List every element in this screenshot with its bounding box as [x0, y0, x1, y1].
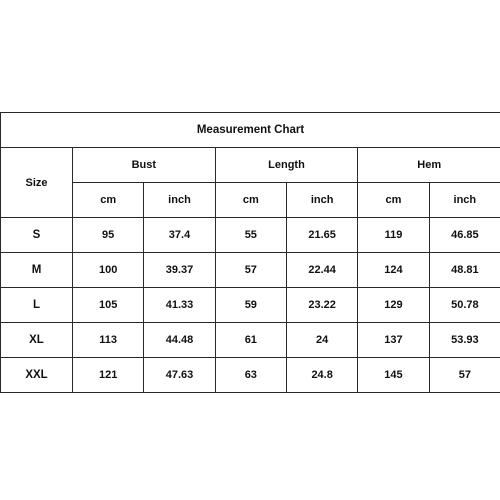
length-inch-value: 23.22	[286, 288, 357, 323]
length-inch-value: 21.65	[286, 218, 357, 253]
table-row	[1, 323, 500, 358]
unit-header-bust-cm: cm	[73, 183, 144, 218]
chart-title: Measurement Chart	[1, 113, 500, 148]
length-cm-value: 59	[215, 288, 286, 323]
table-row	[1, 358, 500, 393]
bust-inch-value: 47.63	[144, 358, 215, 393]
size-label: M	[1, 253, 73, 288]
bust-inch-value: 37.4	[144, 218, 215, 253]
hem-inch-value: 48.81	[429, 253, 500, 288]
title-row	[1, 113, 500, 148]
size-label: S	[1, 218, 73, 253]
hem-cm-value: 145	[358, 358, 429, 393]
group-header-row	[1, 148, 500, 183]
hem-inch-value: 57	[429, 358, 500, 393]
size-label: XL	[1, 323, 73, 358]
length-cm-value: 61	[215, 323, 286, 358]
hem-inch-value: 46.85	[429, 218, 500, 253]
bust-cm-value: 113	[73, 323, 144, 358]
size-label: XXL	[1, 358, 73, 393]
hem-cm-value: 137	[358, 323, 429, 358]
table-row	[1, 253, 500, 288]
unit-header-length-inch: inch	[286, 183, 357, 218]
length-cm-value: 55	[215, 218, 286, 253]
table-row	[1, 288, 500, 323]
unit-header-length-cm: cm	[215, 183, 286, 218]
length-inch-value: 24.8	[286, 358, 357, 393]
unit-header-row	[1, 183, 500, 218]
group-header-length: Length	[215, 148, 358, 183]
length-inch-value: 24	[286, 323, 357, 358]
bust-cm-value: 100	[73, 253, 144, 288]
group-header-bust: Bust	[73, 148, 216, 183]
measurement-chart-table	[0, 112, 500, 393]
unit-header-bust-inch: inch	[144, 183, 215, 218]
length-cm-value: 63	[215, 358, 286, 393]
bust-cm-value: 105	[73, 288, 144, 323]
unit-header-hem-cm: cm	[358, 183, 429, 218]
hem-cm-value: 119	[358, 218, 429, 253]
bust-inch-value: 44.48	[144, 323, 215, 358]
bust-inch-value: 41.33	[144, 288, 215, 323]
hem-cm-value: 124	[358, 253, 429, 288]
unit-header-hem-inch: inch	[429, 183, 500, 218]
length-cm-value: 57	[215, 253, 286, 288]
group-header-hem: Hem	[358, 148, 500, 183]
hem-cm-value: 129	[358, 288, 429, 323]
bust-cm-value: 95	[73, 218, 144, 253]
hem-inch-value: 53.93	[429, 323, 500, 358]
hem-inch-value: 50.78	[429, 288, 500, 323]
size-column-header: Size	[1, 148, 73, 218]
table-row	[1, 218, 500, 253]
length-inch-value: 22.44	[286, 253, 357, 288]
bust-inch-value: 39.37	[144, 253, 215, 288]
bust-cm-value: 121	[73, 358, 144, 393]
size-label: L	[1, 288, 73, 323]
